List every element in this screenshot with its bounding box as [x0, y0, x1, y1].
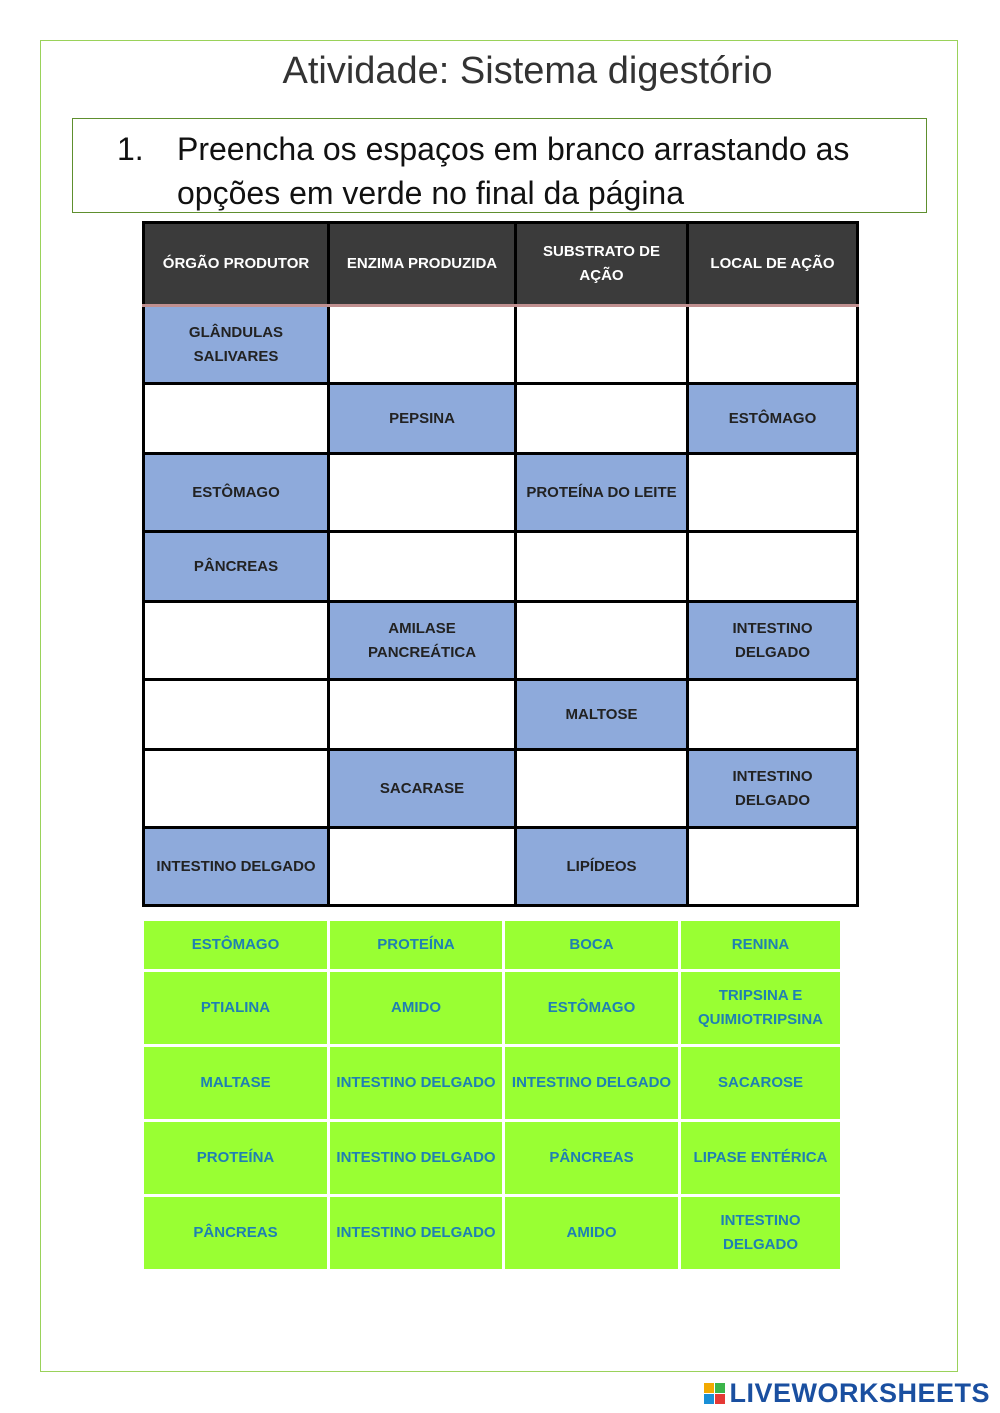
drop-zone-cell[interactable]	[144, 680, 329, 750]
given-cell: AMILASE PANCREÁTICA	[329, 602, 516, 680]
drop-zone-cell[interactable]	[329, 532, 516, 602]
given-cell: PROTEÍNA DO LEITE	[516, 454, 688, 532]
given-cell: MALTOSE	[516, 680, 688, 750]
draggable-option[interactable]: INTESTINO DELGADO	[330, 1122, 502, 1194]
enzyme-table	[142, 221, 859, 907]
options-row	[144, 972, 840, 1044]
options-bank	[141, 918, 843, 1272]
drop-zone-cell[interactable]	[688, 454, 858, 532]
draggable-option[interactable]: PÂNCREAS	[505, 1122, 678, 1194]
header-cell: ENZIMA PRODUZIDA	[329, 223, 516, 306]
given-cell: GLÂNDULAS SALIVARES	[144, 306, 329, 384]
draggable-option[interactable]: INTESTINO DELGADO	[330, 1197, 502, 1269]
drop-zone-cell[interactable]	[516, 750, 688, 828]
options-row	[144, 1197, 840, 1269]
drop-zone-cell[interactable]	[329, 306, 516, 384]
given-cell: ESTÔMAGO	[688, 384, 858, 454]
given-cell: INTESTINO DELGADO	[688, 750, 858, 828]
draggable-option[interactable]: PROTEÍNA	[144, 1122, 327, 1194]
drop-zone-cell[interactable]	[516, 532, 688, 602]
draggable-option[interactable]: SACAROSE	[681, 1047, 840, 1119]
table-row	[144, 828, 858, 906]
header-cell: LOCAL DE AÇÃO	[688, 223, 858, 306]
drop-zone-cell[interactable]	[516, 306, 688, 384]
draggable-option[interactable]: PÂNCREAS	[144, 1197, 327, 1269]
given-cell: INTESTINO DELGADO	[688, 602, 858, 680]
drop-zone-cell[interactable]	[688, 680, 858, 750]
draggable-option[interactable]: TRIPSINA E QUIMIOTRIPSINA	[681, 972, 840, 1044]
drop-zone-cell[interactable]	[329, 454, 516, 532]
draggable-option[interactable]: AMIDO	[505, 1197, 678, 1269]
draggable-option[interactable]: PROTEÍNA	[330, 921, 502, 969]
table-row	[144, 680, 858, 750]
table-row	[144, 750, 858, 828]
liveworksheets-logo	[704, 1378, 990, 1408]
drop-zone-cell[interactable]	[688, 828, 858, 906]
drop-zone-cell[interactable]	[329, 680, 516, 750]
header-cell: ÓRGÃO PRODUTOR	[144, 223, 329, 306]
given-cell: INTESTINO DELGADO	[144, 828, 329, 906]
drop-zone-cell[interactable]	[516, 602, 688, 680]
table-row	[144, 384, 858, 454]
draggable-option[interactable]: AMIDO	[330, 972, 502, 1044]
drop-zone-cell[interactable]	[144, 384, 329, 454]
table-header-row	[144, 223, 858, 306]
draggable-option[interactable]: ESTÔMAGO	[505, 972, 678, 1044]
draggable-option[interactable]: INTESTINO DELGADO	[505, 1047, 678, 1119]
drop-zone-cell[interactable]	[688, 532, 858, 602]
drop-zone-cell[interactable]	[144, 750, 329, 828]
given-cell: PÂNCREAS	[144, 532, 329, 602]
given-cell: SACARASE	[329, 750, 516, 828]
options-row	[144, 1122, 840, 1194]
draggable-option[interactable]: RENINA	[681, 921, 840, 969]
given-cell: PEPSINA	[329, 384, 516, 454]
question-text: Preencha os espaços em branco arrastando as opções em verde no final da página	[177, 131, 850, 211]
table-row	[144, 454, 858, 532]
given-cell: LIPÍDEOS	[516, 828, 688, 906]
draggable-option[interactable]: INTESTINO DELGADO	[330, 1047, 502, 1119]
options-row	[144, 1047, 840, 1119]
draggable-option[interactable]: BOCA	[505, 921, 678, 969]
draggable-option[interactable]: LIPASE ENTÉRICA	[681, 1122, 840, 1194]
page-title: Atividade: Sistema digestório	[282, 50, 773, 92]
options-row	[144, 921, 840, 969]
drop-zone-cell[interactable]	[144, 602, 329, 680]
table-row	[144, 532, 858, 602]
logo-mark-icon	[704, 1383, 725, 1404]
draggable-option[interactable]: ESTÔMAGO	[144, 921, 327, 969]
logo-text: LIVEWORKSHEETS	[729, 1377, 990, 1408]
draggable-option[interactable]: INTESTINO DELGADO	[681, 1197, 840, 1269]
drop-zone-cell[interactable]	[688, 306, 858, 384]
table-row	[144, 602, 858, 680]
table-row	[144, 306, 858, 384]
drop-zone-cell[interactable]	[516, 384, 688, 454]
question-box	[72, 118, 927, 213]
draggable-option[interactable]: PTIALINA	[144, 972, 327, 1044]
given-cell: ESTÔMAGO	[144, 454, 329, 532]
header-cell: SUBSTRATO DE AÇÃO	[516, 223, 688, 306]
draggable-option[interactable]: MALTASE	[144, 1047, 327, 1119]
drop-zone-cell[interactable]	[329, 828, 516, 906]
question-number: 1.	[117, 131, 144, 167]
